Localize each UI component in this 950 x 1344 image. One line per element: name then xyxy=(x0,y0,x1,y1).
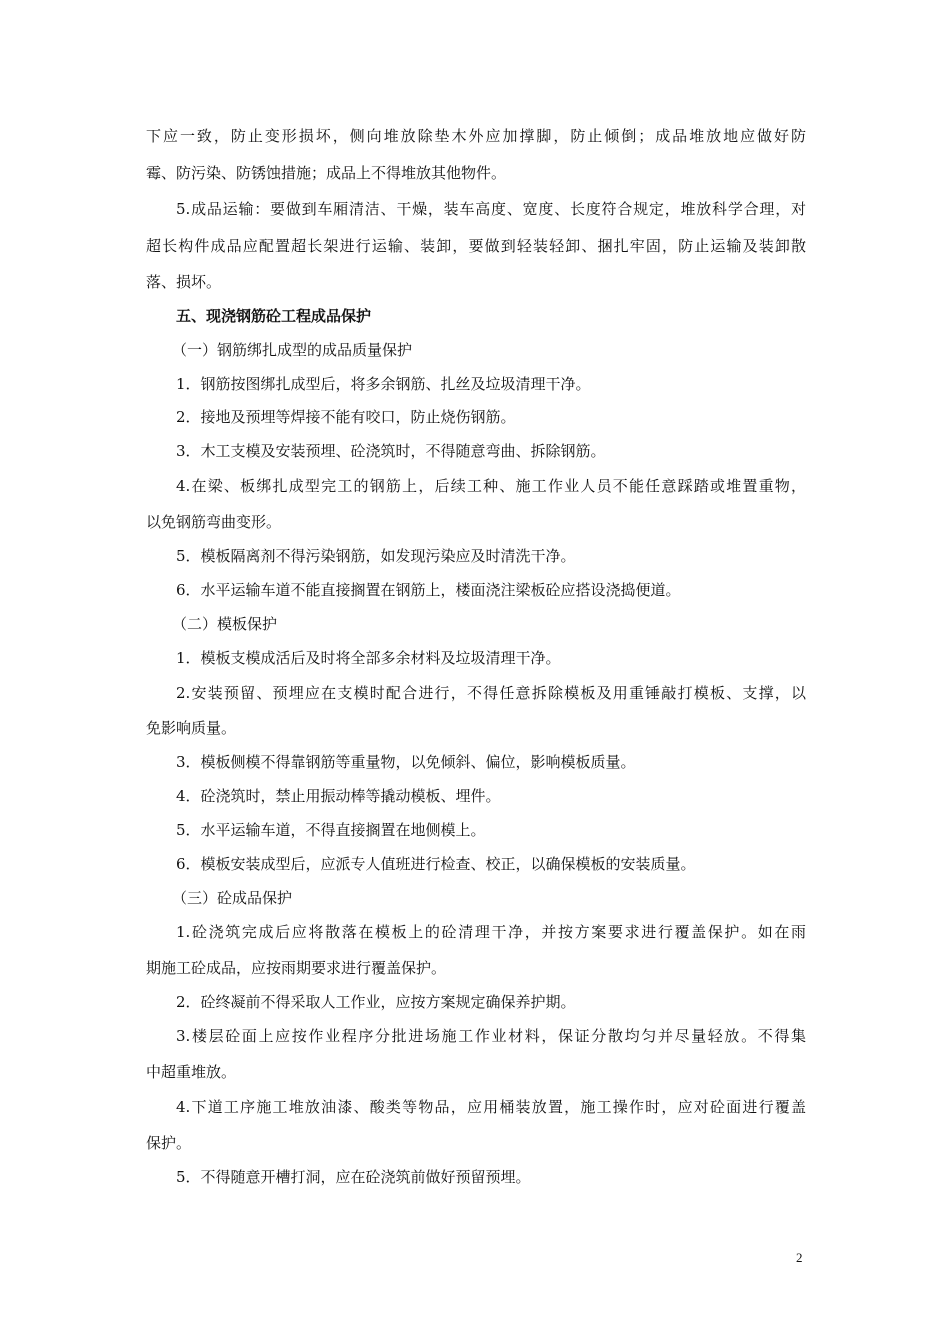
text-line: 3.楼层砼面上应按作业程序分批进场施工作业材料，保证分散均匀并尽量轻放。不得集 xyxy=(176,1027,806,1045)
text-line: 霉、防污染、防锈蚀措施；成品上不得堆放其他物件。 xyxy=(146,164,507,182)
text-line: 4．砼浇筑时，禁止用振动棒等撬动模板、埋件。 xyxy=(176,787,501,805)
section-heading: 五、现浇钢筋砼工程成品保护 xyxy=(176,307,372,325)
text-line: 5．水平运输车道，不得直接搁置在地侧模上。 xyxy=(176,821,486,839)
text-line: 4.下道工序施工堆放油漆、酸类等物品，应用桶装放置，施工操作时，应对砼面进行覆盖 xyxy=(176,1098,806,1116)
text-line: 免影响质量。 xyxy=(146,719,237,737)
text-line: 4.在梁、板绑扎成型完工的钢筋上，后续工种、施工作业人员不能任意踩踏或堆置重物， xyxy=(176,477,806,495)
subsection-heading: （二）模板保护 xyxy=(172,615,278,633)
text-line: 1.砼浇筑完成后应将散落在模板上的砼清理干净，并按方案要求进行覆盖保护。如在雨 xyxy=(176,923,806,941)
text-line: 1．模板支模成活后及时将全部多余材料及垃圾清理干净。 xyxy=(176,649,561,667)
text-line: 6．水平运输车道不能直接搁置在钢筋上，楼面浇注梁板砼应搭设浇捣便道。 xyxy=(176,581,681,599)
text-line: 1．钢筋按图绑扎成型后，将多余钢筋、扎丝及垃圾清理干净。 xyxy=(176,375,591,393)
text-line: 2．砼终凝前不得采取人工作业，应按方案规定确保养护期。 xyxy=(176,993,576,1011)
text-line: 期施工砼成品，应按雨期要求进行覆盖保护。 xyxy=(146,959,447,977)
text-line: 保护。 xyxy=(146,1134,192,1152)
text-line: 5.成品运输：要做到车厢清洁、干燥，装车高度、宽度、长度符合规定，堆放科学合理，对 xyxy=(176,200,806,218)
text-line: 超长构件成品应配置超长架进行运输、装卸，要做到轻装轻卸、捆扎牢固，防止运输及装卸散 xyxy=(146,237,806,255)
text-line: 2．接地及预埋等焊接不能有咬口，防止烧伤钢筋。 xyxy=(176,408,516,426)
text-line: 5．模板隔离剂不得污染钢筋，如发现污染应及时清洗干净。 xyxy=(176,547,576,565)
text-line: 5．不得随意开槽打洞，应在砼浇筑前做好预留预埋。 xyxy=(176,1168,531,1186)
text-line: 2.安装预留、预埋应在支模时配合进行，不得任意拆除模板及用重锤敲打模板、支撑，以 xyxy=(176,684,806,702)
text-line: 3．木工支模及安装预埋、砼浇筑时，不得随意弯曲、拆除钢筋。 xyxy=(176,442,606,460)
text-line: 下应一致，防止变形损坏，侧向堆放除垫木外应加撑脚，防止倾倒；成品堆放地应做好防 xyxy=(146,127,806,145)
text-line: 中超重堆放。 xyxy=(146,1063,237,1081)
text-line: 6．模板安装成型后，应派专人值班进行检查、校正，以确保模板的安装质量。 xyxy=(176,855,696,873)
text-line: 3．模板侧模不得靠钢筋等重量物，以免倾斜、偏位，影响模板质量。 xyxy=(176,753,636,771)
subsection-heading: （一）钢筋绑扎成型的成品质量保护 xyxy=(172,341,413,359)
text-line: 落、损坏。 xyxy=(146,273,222,291)
text-line: 以免钢筋弯曲变形。 xyxy=(146,513,282,531)
subsection-heading: （三）砼成品保护 xyxy=(172,889,293,907)
page-number: 2 xyxy=(796,1250,803,1265)
